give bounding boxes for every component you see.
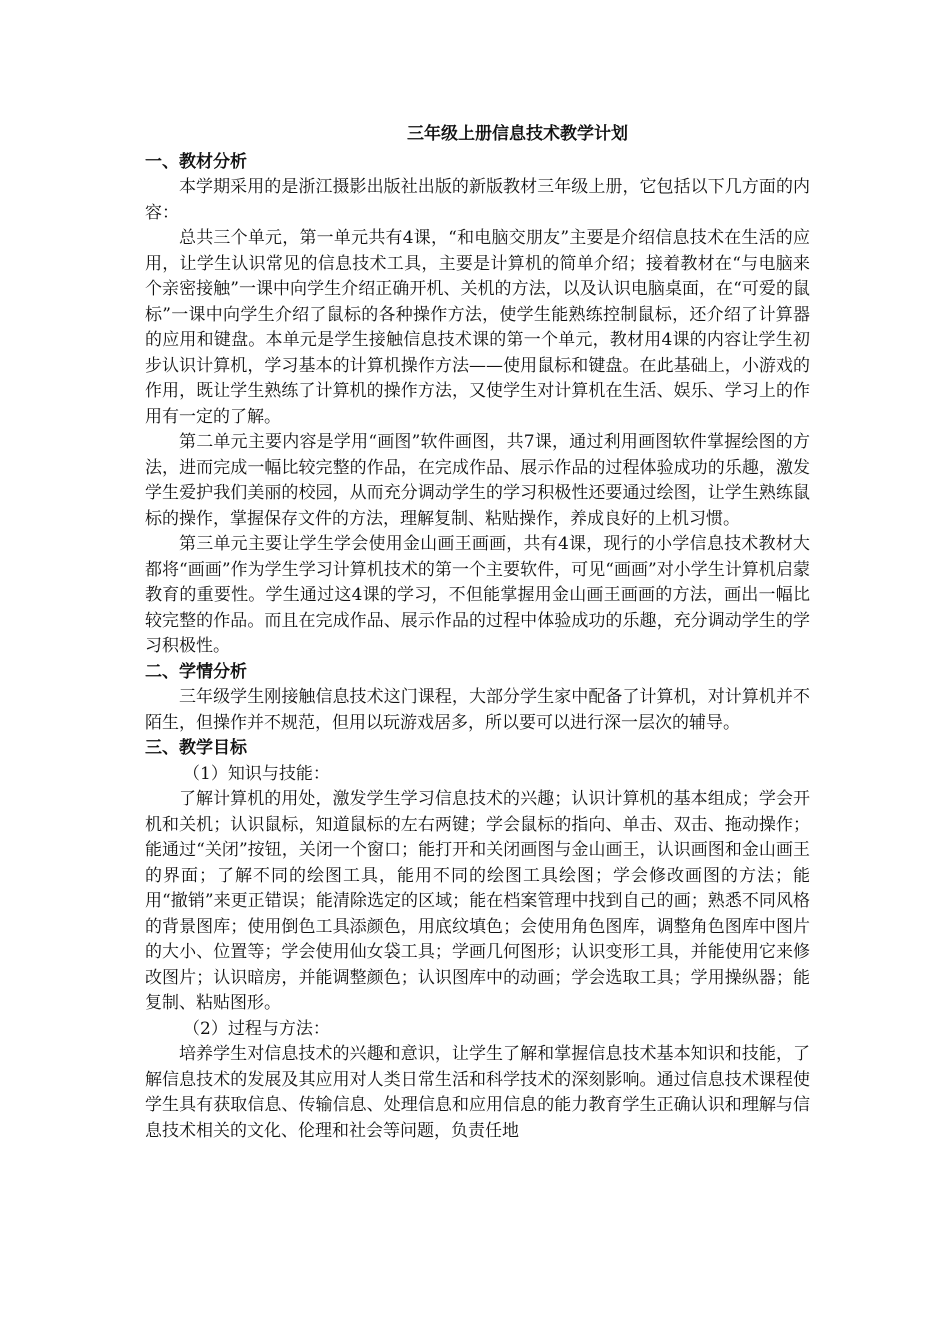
paragraph: 第二单元主要内容是学用“画图”软件画图，共7课，通过利用画图软件掌握绘图的方法，进而完成一幅比较完整的作品，在完成作品、展示作品的过程体验成功的乐趣，激发学生爱护我们美丽的校园，从而充分调动学生的学习积极性还要通过绘图，让学生熟练鼠标的操作，掌握保存文件的方法，理解复制、粘贴操作，养成良好的上机习惯。 — [145, 432, 810, 529]
page-title: 三年级上册信息技术教学计划 — [407, 124, 628, 144]
paragraph: 第三单元主要让学生学会使用金山画王画画，共有4课，现行的小学信息技术教材大都将“画画”作为学生学习计算机技术的第一个主要软件，可见“画画”对小学生计算机启蒙教育的重要性。学生通过这4课的学习，不但能掌握用金山画王画画的方法，画出一幅比较完整的作品。而且在完成作品、展示作品的过程中体验成功的乐趣，充分调动学生的学习积极性。 — [145, 534, 810, 656]
section-heading-student-analysis: 二、学情分析 — [145, 661, 247, 682]
paragraph: 总共三个单元，第一单元共有4课，“和电脑交朋友”主要是介绍信息技术在生活的应用，让学生认识常见的信息技术工具，主要是计算机的简单介绍；接着教材在“与电脑来个亲密接触”一课中向学生介绍正确开机、关机的方法，以及认识电脑桌面，在“可爱的鼠标”一课中向学生介绍了鼠标的各种操作方法，使学生能熟练控制鼠标，还介绍了计算器的应用和键盘。本单元是学生接触信息技术课的第一个单元，教材用4课的内容让学生初步认识计算机，学习基本的计算机操作方法——使用鼠标和键盘。在此基础上，小游戏的作用，既让学生熟练了计算机的操作方法，又使学生对计算机在生活、娱乐、学习上的作用有一定的了解。 — [145, 228, 810, 427]
document-page — [145, 122, 810, 1144]
section-heading-textbook-analysis: 一、教材分析 — [145, 151, 247, 172]
subheading-knowledge-skills: （1）知识与技能： — [183, 763, 330, 784]
paragraph: 三年级学生刚接触信息技术这门课程，大部分学生家中配备了计算机，对计算机并不陌生，但操作并不规范，但用以玩游戏居多，所以要可以进行深一层次的辅导。 — [145, 687, 810, 733]
section-heading-teaching-goals: 三、教学目标 — [145, 738, 247, 758]
paragraph: 培养学生对信息技术的兴趣和意识，让学生了解和掌握信息技术基本知识和技能，了解信息技术的发展及其应用对人类日常生活和科学技术的深刻影响。通过信息技术课程使学生具有获取信息、传输信息、处理信息和应用信息的能力教育学生正确认识和理解与信息技术相关的文化、伦理和社会等问题，负责任地 — [145, 1044, 810, 1141]
subheading-process-methods: （2）过程与方法： — [183, 1018, 330, 1039]
paragraph: 了解计算机的用处，激发学生学习信息技术的兴趣；认识计算机的基本组成；学会开机和关机；认识鼠标，知道鼠标的左右两键；学会鼠标的指向、单击、双击、拖动操作；能通过“关闭”按钮，关闭一个窗口；能打开和关闭画图与金山画王，认识画图和金山画王的界面；了解不同的绘图工具，能用不同的绘图工具绘图；学会修改画图的方法；能用“撤销”来更正错误；能清除选定的区域；能在档案管理中找到自己的画；熟悉不同风格的背景图库；使用倒色工具添颜色，用底纹填色；会使用角色图库，调整角色图库中图片的大小、位置等；学会使用仙女袋工具；学画几何图形；认识变形工具，并能使用它来修改图片；认识暗房，并能调整颜色；认识图库中的动画；学会选取工具；学用操纵器；能复制、粘贴图形。 — [145, 789, 810, 1013]
paragraph: 本学期采用的是浙江摄影出版社出版的新版教材三年级上册，它包括以下几方面的内容： — [145, 177, 810, 223]
